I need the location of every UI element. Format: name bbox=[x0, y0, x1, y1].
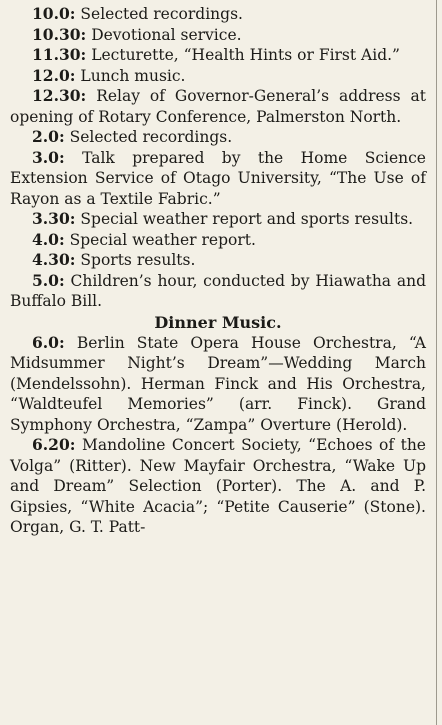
entry-text: Lecturette, “Health Hints or First Aid.” bbox=[91, 46, 400, 64]
entry-time: 6.20: bbox=[32, 435, 76, 454]
entry-text: Sports results. bbox=[80, 251, 196, 269]
schedule-entry bbox=[10, 435, 432, 538]
entry-time: 5.0: bbox=[32, 270, 65, 290]
schedule-entry bbox=[10, 148, 432, 210]
entry-text: Special weather report and sports results. bbox=[80, 210, 414, 228]
entry-text: Selected recordings. bbox=[69, 128, 233, 146]
entry-time: 3.0: bbox=[32, 147, 65, 167]
entry-time: 2.0: bbox=[32, 127, 65, 146]
entry-time: 12.0: bbox=[32, 65, 76, 85]
entry-text: Special weather report. bbox=[69, 230, 256, 249]
schedule-entry bbox=[10, 45, 432, 66]
schedule-entry bbox=[10, 25, 432, 46]
entry-time: 4.30: bbox=[32, 250, 76, 269]
entry-text: Talk prepared by the Home Science Extension Service of Otago University, “The Use of Rayon as a Textile Fabric.” bbox=[10, 148, 426, 208]
entry-time: 4.0: bbox=[32, 229, 65, 249]
entry-time: 6.0: bbox=[32, 332, 65, 352]
entry-text: Berlin State Opera House Orchestra, “A Midsummer Night’s Dream”—Wedding March (Mendelssohn). Herman Finck and His Orchestra, “Waldteufel Memories” (arr. Finck). Grand Symphony Orchestra, “Zampa” Overture (Herold). bbox=[10, 333, 426, 434]
schedule-entry bbox=[10, 333, 432, 436]
schedule-entry bbox=[10, 4, 432, 25]
column-divider bbox=[436, 0, 437, 725]
entry-text: Lunch music. bbox=[80, 66, 186, 85]
entry-text: Relay of Governor-General’s address at opening of Rotary Conference, Palmerston North. bbox=[10, 87, 426, 126]
schedule-entry bbox=[10, 127, 432, 148]
section-heading: Dinner Music. bbox=[154, 312, 282, 332]
entry-text: Children’s hour, conducted by Hiawatha and Buffalo Bill. bbox=[10, 271, 426, 310]
schedule-entry bbox=[10, 209, 432, 230]
entry-time: 12.30: bbox=[32, 86, 87, 105]
schedule-entry bbox=[10, 86, 432, 127]
entry-text: Selected recordings. bbox=[80, 5, 243, 23]
entry-time: 10.0: bbox=[32, 4, 76, 23]
entry-text: Devotional service. bbox=[91, 25, 242, 44]
entry-text: Mandoline Concert Society, “Echoes of the Volga” (Ritter). New Mayfair Orchestra, “Wake Up and Dream” Selection (Porter). The A. and P. Gipsies, “White Acacia”; “Petite Causerie” (Stone). Organ, G. T. Patt- bbox=[10, 436, 426, 536]
schedule-entry bbox=[10, 250, 432, 271]
schedule-entry bbox=[10, 271, 432, 312]
entry-time: 3.30: bbox=[32, 209, 76, 228]
schedule-entry bbox=[10, 230, 432, 251]
schedule-entry bbox=[10, 66, 432, 87]
entry-time: 11.30: bbox=[32, 45, 87, 64]
entry-time: 10.30: bbox=[32, 24, 87, 44]
